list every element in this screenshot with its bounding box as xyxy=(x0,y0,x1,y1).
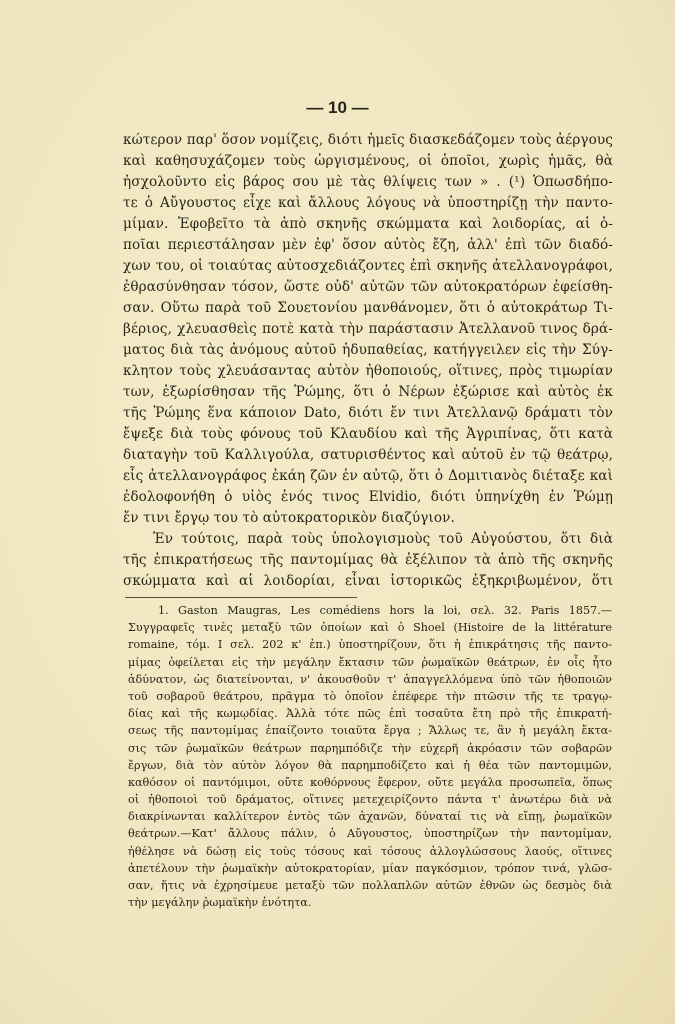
footnote-divider xyxy=(125,597,357,598)
text-line: ἔψεξε διὰ τοὺς φόνους τοῦ Κλαυδίου καὶ τῆς Ἀγριπίνας, ὅτι κατὰ xyxy=(123,426,613,442)
text-line: ποῖαι περιεστάλησαν μὲν ἐφ' ὅσον αὐτὸς ἔζη, ἀλλ' ἐπὶ τῶν διαδό- xyxy=(123,237,613,253)
footnote-line: μίμας ὀφείλεται εἰς τὴν μεγάλην ἔκτασιν τῶν ῥωμαϊκῶν θεάτρων, ἐν οἷς ἦτο xyxy=(128,655,612,669)
text-line: Ἐν τούτοις, παρὰ τοὺς ὑπολογισμοὺς τοῦ Αὐγούστου, ὅτι διὰ xyxy=(153,531,613,547)
footnote-line: δίας καὶ τῆς κωμῳδίας. Ἀλλὰ τότε πῶς ἐπὶ τοσαῦτα ἔτη πρὸ τῆς ἐπικρατή- xyxy=(128,707,612,721)
text-line: κώτερον παρ' ὅσον νομίζεις, διότι ἡμεῖς διασκεδάζομεν τοὺς ἀέργους xyxy=(123,132,613,148)
text-line: καὶ καθησυχάζομεν τοὺς ὠργισμένους, οἱ ὁποῖοι, χωρὶς ἡμᾶς, θὰ xyxy=(123,153,613,169)
footnote-line: romaine, τόμ. I σελ. 202 κ' ἑπ.) ὑποστηρίζουν, ὅτι ἡ ἐπικράτησις τῆς παντο- xyxy=(128,638,612,652)
footnote-line: σαν, ἥτις νὰ ἐχρησίμευε μεταξὺ τῶν πολλαπλῶν αὐτῶν ἐθνῶν ὡς δεσμὸς διὰ xyxy=(128,879,612,892)
text-line: διαταγὴν τοῦ Καλλιγούλα, σατυρισθέντος καὶ αὐτοῦ ἐν τῷ θεάτρῳ, xyxy=(123,447,613,463)
text-line: τῆς ἐπικρατήσεως τῆς παντομίμας θὰ ἐξέλιπον τὰ ἀπὸ τῆς σκηνῆς xyxy=(123,552,613,568)
text-line: ἔν τινι ἔργῳ του τὸ αὐτοκρατορικὸν διαζύγιον. xyxy=(123,510,455,526)
footnote-line: ἠθέλησε νὰ δώσῃ εἰς τοὺς τόσους καὶ τόσους ἀλλογλώσσους λαούς, οἵτινες xyxy=(128,844,612,858)
page-number: — 10 — xyxy=(306,98,369,117)
text-line: εἷς ἀτελλανογράφος ἐκάη ζῶν ἐν αὐτῷ, ὅτι ὁ Δομιτιανὸς διέταξε καὶ xyxy=(123,468,613,484)
footnote-line: ἀπετέλουν τὴν ῥωμαϊκὴν αὐτοκρατορίαν, μίαν παγκόσμιον, τρόπον τινά, γλῶσ- xyxy=(128,861,612,875)
text-line: ἐδολοφονήθη ὁ υἱὸς ἑνός τινος Elvidio, διότι ὑπηνίχθη ἐν Ῥώμῃ xyxy=(123,489,613,505)
text-line: τῆς Ῥώμης ἕνα κάποιον Dato, διότι ἔν τινι Ἀτελλανῷ δράματι τὸν xyxy=(123,405,613,421)
text-line: ἠσχολοῦντο εἰς βάρος σου μὲ τὰς θλίψεις των » . (¹) Ὁπωσδήπο- xyxy=(123,174,613,190)
text-line: τε ὁ Αὔγουστος εἶχε καὶ ἄλλους λόγους νὰ ὑποστηρίζῃ τὴν παντο- xyxy=(123,195,613,211)
footnote-line: σις τῶν ῥωμαϊκῶν θεάτρων παρημπόδιζε τὴν εὐχερῆ ἀκρόασιν τῶν σοβαρῶν xyxy=(128,741,612,755)
text-line: σαν. Οὕτω παρὰ τοῦ Σουετονίου μανθάνομεν, ὅτι ὁ αὐτοκράτωρ Τι- xyxy=(123,300,613,316)
text-line: κλητον τοὺς χλευάσαντας αὐτὸν ἠθοποιούς, οἵτινες, πρὸς τιμωρίαν xyxy=(123,363,613,379)
footnote-line: 1. Gaston Maugras, Les comédiens hors la loi, σελ. 32. Paris 1857.— xyxy=(158,604,612,617)
text-line: χων του, οἱ τοιαύτας αὐτοσχεδιάζοντες ἐπὶ σκηνῆς ἀτελλανογράφοι, xyxy=(123,258,613,274)
text-line: σκώμματα καὶ αἱ λοιδορίαι, εἶναι ἱστορικῶς ἐξηκριβωμένον, ὅτι xyxy=(123,573,613,589)
text-line: ἐθρασύνθησαν τόσον, ὥστε οὐδ' αὐτῶν τῶν αὐτοκρατόρων ἐφείσθη- xyxy=(123,279,613,295)
footnote-line: οἱ ἠθοποιοὶ τοῦ δράματος, οἵτινες μετεχειρίζοντο πάντα τ' ἀνωτέρω διὰ νὰ xyxy=(128,793,612,807)
text-line: ματος διὰ τὰς ἀνόμους αὐτοῦ ἡδυπαθείας, κατήγγειλεν εἰς τὴν Σύγ- xyxy=(123,342,613,358)
footnote-line: Συγγραφεῖς τινὲς μεταξὺ τῶν ὁποίων καὶ ὁ Shoel (Histoire de la littérature xyxy=(128,621,612,635)
footnotes xyxy=(128,602,612,911)
footnote-line: ἀδύνατον, ὡς διατείνονται, ν' ἀκουσθοῦν τ' ἀπαγγελλόμενα ὑπὸ τῶν ἠθοποιῶν xyxy=(128,672,612,686)
text-line: μίμαν. Ἐφοβεῖτο τὰ ἀπὸ σκηνῆς σκώμματα καὶ λοιδορίας, αἱ ὁ- xyxy=(123,216,613,232)
footnote-line: θεάτρων.—Κατ' ἄλλους πάλιν, ὁ Αὔγουστος, ὑποστηρίζων τὴν παντομίμαν, xyxy=(128,827,612,841)
footnote-line: τοῦ σοβαροῦ θεάτρου, πρᾶγμα τὸ ὁποῖον ἐπέφερε τὴν πτῶσιν τῆς τε τραγῳ- xyxy=(128,689,612,703)
text-line: των, ἐξωρίσθησαν τῆς Ῥώμης, ὅτι ὁ Νέρων ἐξώρισε καὶ αὐτὸς ἐκ xyxy=(123,384,613,400)
body-text xyxy=(123,130,613,592)
footnote-line: τὴν μεγάλην ῥωμαϊκὴν ἑνότητα. xyxy=(128,896,312,910)
footnote-line: σεως τῆς παντομίμας ἐπαίζοντο τοιαῦτα ἔργα ; Ἄλλως τε, ἂν ἡ μεγάλη ἔκτα- xyxy=(128,724,612,738)
footnote-line: καθόσον οἱ παντόμιμοι, οὔτε κοθόρνους ἔφερον, οὔτε μεγάλα προσωπεῖα, ὅπως xyxy=(128,775,612,789)
footnote-line: διακρίνωνται καλλίτερον ἐντὸς τῶν ἀχανῶν, δύναταί τις νὰ εἴπῃ, ῥωμαϊκῶν xyxy=(128,810,612,824)
text-line: βέριος, χλευασθεὶς ποτὲ κατὰ τὴν παράστασιν Ἀτελλανοῦ τινος δρά- xyxy=(123,321,613,337)
footnote-line: ἔργων, διὰ τὸν αὐτὸν λόγον θὰ παρημποδίζετο καὶ ἡ θέα τῶν παντομιμῶν, xyxy=(128,758,612,772)
